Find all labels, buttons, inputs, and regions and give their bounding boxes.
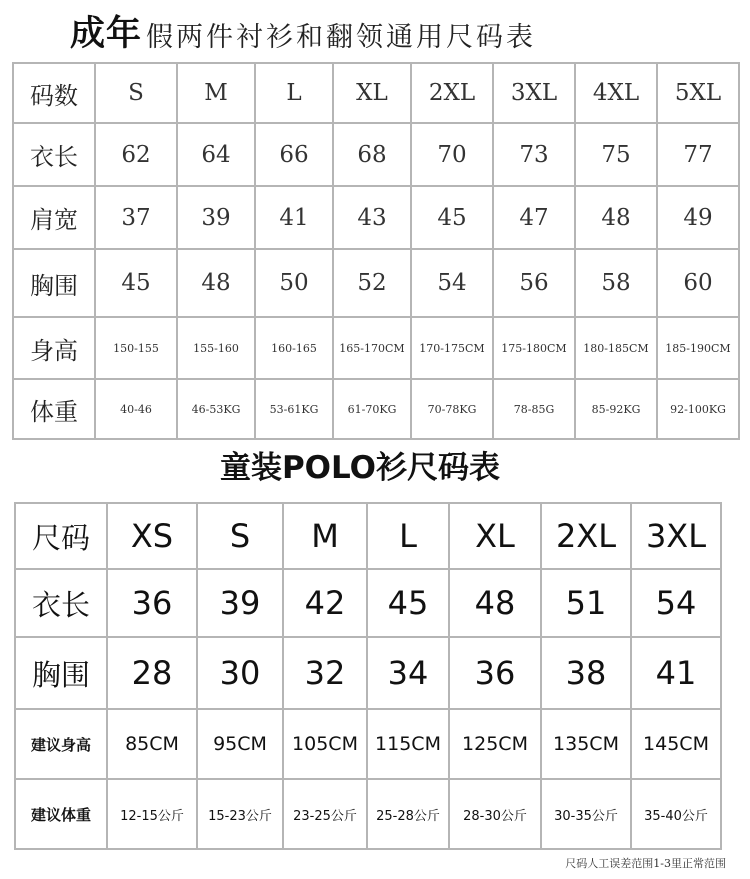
row-label: 肩宽: [13, 186, 95, 249]
table-cell: 37: [95, 186, 177, 249]
table-cell: XS: [107, 503, 197, 569]
table-cell: 42: [283, 569, 367, 637]
kids-row-length: [15, 569, 721, 637]
table-cell: 28: [107, 637, 197, 709]
kids-chart-title: 童装POLO衫尺码表: [219, 450, 501, 486]
table-cell: 45: [411, 186, 493, 249]
table-cell: 150-155: [95, 317, 177, 379]
row-label: 胸围: [13, 249, 95, 317]
table-cell: XL: [449, 503, 541, 569]
table-cell: 175-180CM: [493, 317, 575, 379]
table-cell: 145CM: [631, 709, 721, 779]
table-cell: 75: [575, 123, 657, 186]
row-label: 码数: [13, 63, 95, 123]
table-cell: 105CM: [283, 709, 367, 779]
table-cell: 3XL: [493, 63, 575, 123]
kids-row-height: [15, 709, 721, 779]
row-label: 建议身高: [15, 709, 107, 779]
table-cell: 54: [631, 569, 721, 637]
table-cell: M: [177, 63, 255, 123]
table-cell: 160-165: [255, 317, 333, 379]
table-cell: 66: [255, 123, 333, 186]
row-label: 衣长: [15, 569, 107, 637]
table-cell: 15-23公斤: [197, 779, 283, 849]
table-cell: 62: [95, 123, 177, 186]
table-cell: 56: [493, 249, 575, 317]
table-cell: 70-78KG: [411, 379, 493, 439]
table-cell: 52: [333, 249, 411, 317]
table-cell: 2XL: [411, 63, 493, 123]
adult-row-height: [13, 317, 739, 379]
table-cell: 155-160: [177, 317, 255, 379]
row-label: 身高: [13, 317, 95, 379]
adult-row-shoulder: [13, 186, 739, 249]
table-cell: 28-30公斤: [449, 779, 541, 849]
table-cell: 165-170CM: [333, 317, 411, 379]
table-cell: 48: [177, 249, 255, 317]
table-cell: 48: [449, 569, 541, 637]
table-cell: 23-25公斤: [283, 779, 367, 849]
table-cell: 30: [197, 637, 283, 709]
table-cell: 50: [255, 249, 333, 317]
table-cell: 32: [283, 637, 367, 709]
table-cell: 64: [177, 123, 255, 186]
table-cell: 95CM: [197, 709, 283, 779]
table-cell: L: [367, 503, 449, 569]
table-cell: 36: [449, 637, 541, 709]
table-cell: 34: [367, 637, 449, 709]
table-cell: 3XL: [631, 503, 721, 569]
row-label: 体重: [13, 379, 95, 439]
table-cell: 39: [177, 186, 255, 249]
table-cell: S: [197, 503, 283, 569]
table-cell: 39: [197, 569, 283, 637]
table-cell: 46-53KG: [177, 379, 255, 439]
adult-title-bold: 成年: [70, 14, 143, 54]
table-cell: 36: [107, 569, 197, 637]
adult-chart-title: [70, 8, 536, 56]
kids-row-size: [15, 503, 721, 569]
table-cell: 35-40公斤: [631, 779, 721, 849]
table-cell: 170-175CM: [411, 317, 493, 379]
table-cell: 135CM: [541, 709, 631, 779]
table-cell: 85-92KG: [575, 379, 657, 439]
table-cell: M: [283, 503, 367, 569]
table-cell: 47: [493, 186, 575, 249]
table-cell: 77: [657, 123, 739, 186]
table-cell: 45: [95, 249, 177, 317]
table-cell: 43: [333, 186, 411, 249]
table-cell: 30-35公斤: [541, 779, 631, 849]
row-label: 衣长: [13, 123, 95, 186]
kids-row-chest: [15, 637, 721, 709]
table-cell: XL: [333, 63, 411, 123]
table-cell: 185-190CM: [657, 317, 739, 379]
table-cell: 53-61KG: [255, 379, 333, 439]
table-cell: 51: [541, 569, 631, 637]
adult-row-weight: [13, 379, 739, 439]
table-cell: 60: [657, 249, 739, 317]
table-cell: 73: [493, 123, 575, 186]
table-cell: 25-28公斤: [367, 779, 449, 849]
table-cell: S: [95, 63, 177, 123]
kids-size-table: [14, 502, 722, 850]
table-cell: 48: [575, 186, 657, 249]
row-label: 尺码: [15, 503, 107, 569]
table-cell: 61-70KG: [333, 379, 411, 439]
tolerance-note: 尺码人工误差范围1-3里正常范围: [565, 857, 726, 870]
table-cell: 38: [541, 637, 631, 709]
table-cell: 49: [657, 186, 739, 249]
adult-row-length: [13, 123, 739, 186]
table-cell: 2XL: [541, 503, 631, 569]
table-cell: 70: [411, 123, 493, 186]
table-cell: 12-15公斤: [107, 779, 197, 849]
table-cell: 92-100KG: [657, 379, 739, 439]
adult-title-rest: 假两件衬衫和翻领通用尺码表: [146, 22, 537, 53]
table-cell: 41: [255, 186, 333, 249]
table-cell: 115CM: [367, 709, 449, 779]
row-label: 建议体重: [15, 779, 107, 849]
table-cell: 54: [411, 249, 493, 317]
adult-size-table: [12, 62, 740, 440]
table-cell: 45: [367, 569, 449, 637]
table-cell: 4XL: [575, 63, 657, 123]
table-cell: 41: [631, 637, 721, 709]
table-cell: 85CM: [107, 709, 197, 779]
adult-row-chest: [13, 249, 739, 317]
row-label: 胸围: [15, 637, 107, 709]
kids-row-weight: [15, 779, 721, 849]
table-cell: 125CM: [449, 709, 541, 779]
table-cell: 68: [333, 123, 411, 186]
table-cell: L: [255, 63, 333, 123]
table-cell: 58: [575, 249, 657, 317]
adult-row-size: [13, 63, 739, 123]
table-cell: 78-85G: [493, 379, 575, 439]
table-cell: 5XL: [657, 63, 739, 123]
table-cell: 180-185CM: [575, 317, 657, 379]
table-cell: 40-46: [95, 379, 177, 439]
